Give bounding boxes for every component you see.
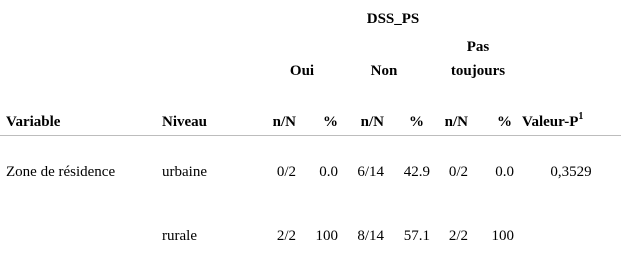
- subheader-pas-toujours-line2: toujours: [450, 63, 506, 79]
- cell-pvalue: 0,3529: [550, 164, 592, 180]
- cell-pas-n: 2/2: [448, 228, 468, 244]
- cell-oui-pct: 0.0: [319, 164, 338, 180]
- cell-niveau: urbaine: [162, 164, 207, 180]
- subheader-non: Non: [370, 63, 398, 79]
- column-header-non-n: n/N: [360, 114, 384, 130]
- column-header-oui-n: n/N: [272, 114, 296, 130]
- pvalue-footnote-marker: 1: [578, 111, 584, 122]
- column-header-oui-pct: %: [323, 114, 338, 130]
- column-header-variable: Variable: [6, 114, 61, 130]
- cell-non-n: 6/14: [357, 164, 384, 180]
- cell-non-n: 8/14: [357, 228, 384, 244]
- cell-niveau: rurale: [162, 228, 197, 244]
- column-header-pas-pct: %: [497, 114, 512, 130]
- column-header-niveau: Niveau: [162, 114, 207, 130]
- cell-pas-pct: 100: [491, 228, 514, 244]
- cell-pas-n: 0/2: [448, 164, 468, 180]
- subheader-pas-toujours-line1: Pas: [466, 39, 490, 55]
- subheader-oui: Oui: [289, 63, 315, 79]
- cell-non-pct: 42.9: [403, 164, 430, 180]
- cell-variable: Zone de résidence: [6, 164, 116, 180]
- column-header-non-pct: %: [409, 114, 424, 130]
- cell-oui-n: 2/2: [276, 228, 296, 244]
- cell-non-pct: 57.1: [403, 228, 430, 244]
- cell-oui-n: 0/2: [276, 164, 296, 180]
- pvalue-label: Valeur-P: [522, 114, 579, 130]
- cell-oui-pct: 100: [315, 228, 338, 244]
- cell-pas-pct: 0.0: [495, 164, 514, 180]
- group-header: DSS_PS: [366, 11, 420, 27]
- column-header-pas-n: n/N: [444, 114, 468, 130]
- column-header-pvalue: [522, 113, 583, 131]
- header-divider: [0, 135, 621, 136]
